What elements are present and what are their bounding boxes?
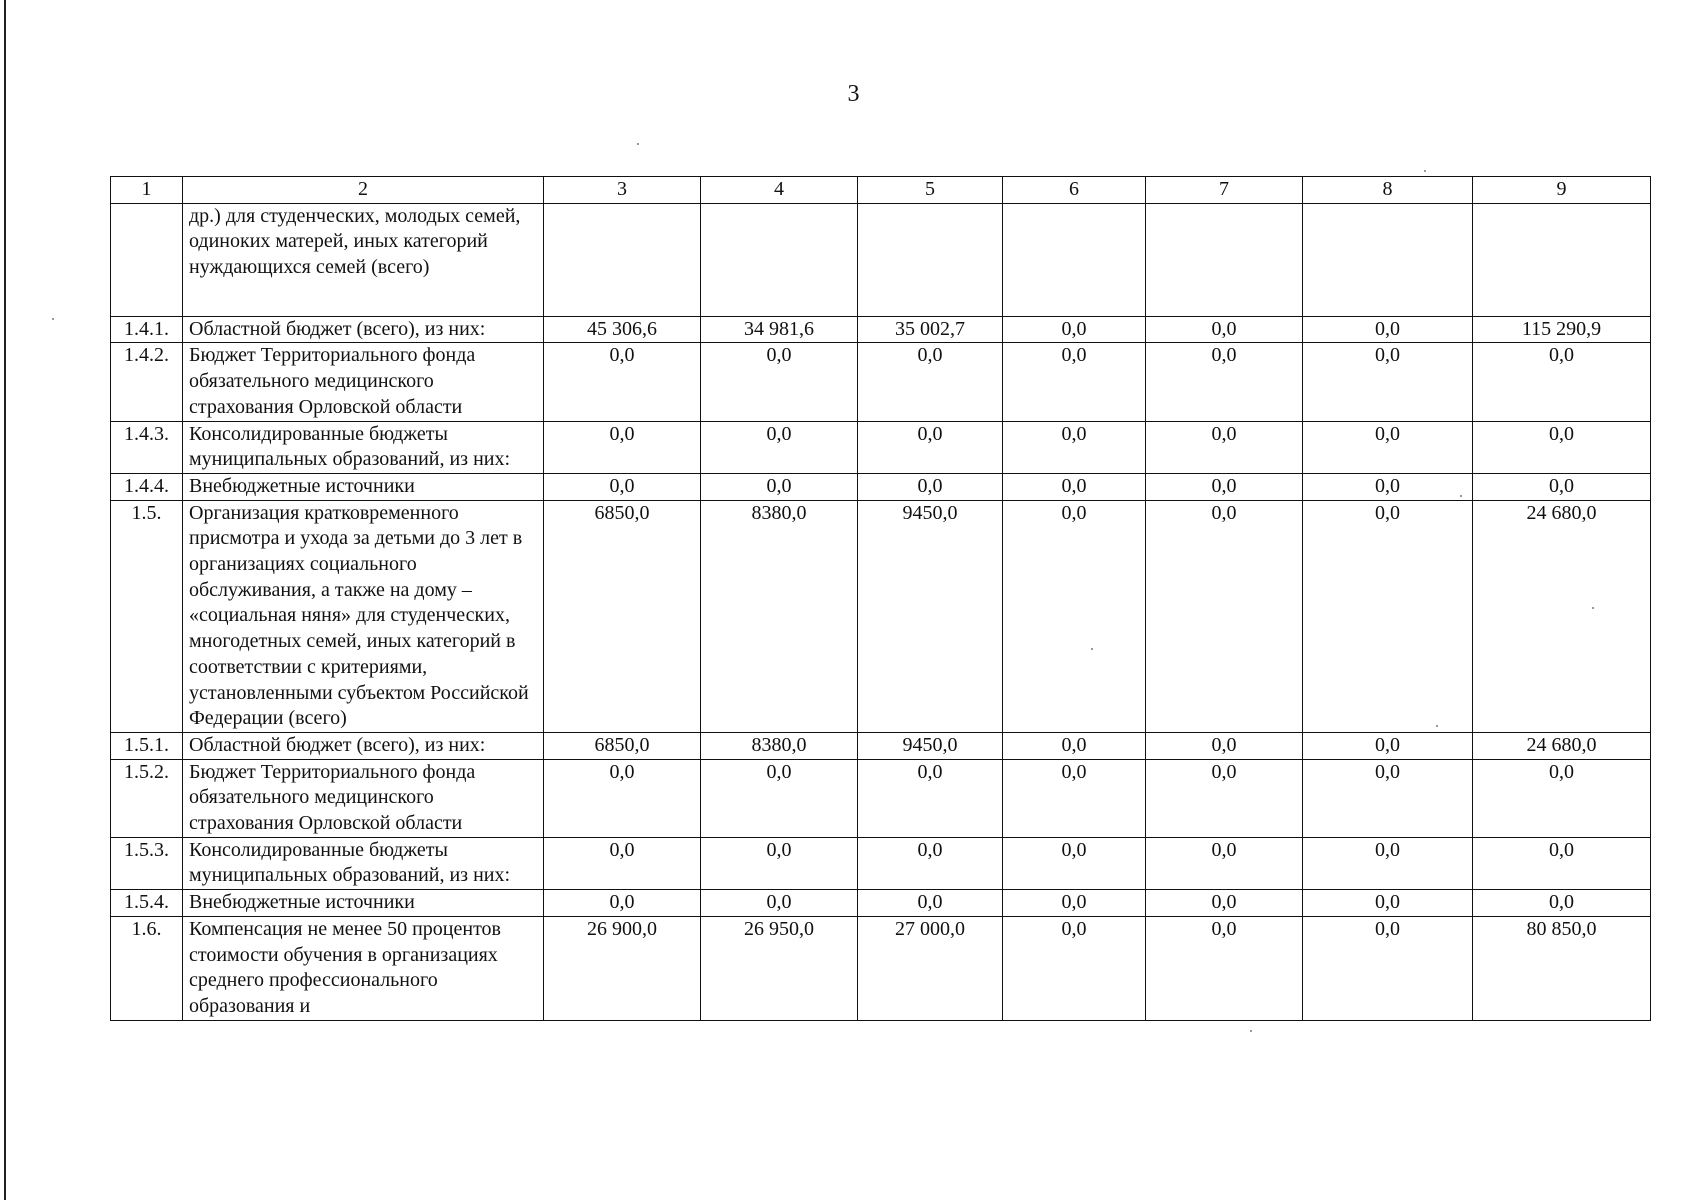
table-row bbox=[111, 421, 1651, 473]
value-cell: 0,0 bbox=[544, 759, 701, 837]
value-cell bbox=[544, 203, 701, 316]
value-cell: 0,0 bbox=[1003, 343, 1146, 421]
value-cell: 0,0 bbox=[1003, 916, 1146, 1020]
value-cell bbox=[1303, 203, 1473, 316]
table-row bbox=[111, 837, 1651, 889]
table-row bbox=[111, 500, 1651, 732]
value-cell: 0,0 bbox=[1146, 916, 1303, 1020]
value-cell bbox=[858, 203, 1003, 316]
value-cell: 0,0 bbox=[1303, 890, 1473, 917]
value-cell: 0,0 bbox=[1003, 421, 1146, 473]
value-cell: 0,0 bbox=[1003, 890, 1146, 917]
scan-speck bbox=[1424, 170, 1426, 172]
page-left-edge bbox=[4, 0, 6, 1200]
row-number-cell: 1.5.3. bbox=[111, 837, 183, 889]
budget-table bbox=[110, 176, 1651, 1021]
value-cell: 0,0 bbox=[1303, 732, 1473, 759]
value-cell: 0,0 bbox=[1146, 343, 1303, 421]
value-cell: 0,0 bbox=[1303, 316, 1473, 343]
value-cell: 26 950,0 bbox=[701, 916, 858, 1020]
column-header: 7 bbox=[1146, 177, 1303, 204]
row-number-cell bbox=[111, 203, 183, 316]
row-name-cell: Консолидированные бюджеты муниципальных образований, из них: bbox=[183, 837, 544, 889]
value-cell: 24 680,0 bbox=[1473, 732, 1651, 759]
scan-speck bbox=[1091, 648, 1093, 650]
value-cell bbox=[1473, 203, 1651, 316]
value-cell: 0,0 bbox=[1303, 759, 1473, 837]
value-cell: 0,0 bbox=[544, 421, 701, 473]
scan-speck bbox=[1592, 607, 1594, 609]
table-row bbox=[111, 890, 1651, 917]
row-name-cell: Бюджет Территориального фонда обязательного медицинского страхования Орловской области bbox=[183, 759, 544, 837]
row-name-cell: Бюджет Территориального фонда обязательного медицинского страхования Орловской области bbox=[183, 343, 544, 421]
value-cell: 0,0 bbox=[1473, 343, 1651, 421]
value-cell: 0,0 bbox=[701, 837, 858, 889]
table-row bbox=[111, 316, 1651, 343]
value-cell: 0,0 bbox=[701, 343, 858, 421]
value-cell: 0,0 bbox=[858, 890, 1003, 917]
value-cell: 6850,0 bbox=[544, 500, 701, 732]
column-header: 4 bbox=[701, 177, 858, 204]
value-cell: 0,0 bbox=[544, 837, 701, 889]
row-number-cell: 1.6. bbox=[111, 916, 183, 1020]
value-cell: 0,0 bbox=[1303, 837, 1473, 889]
value-cell: 0,0 bbox=[1003, 837, 1146, 889]
row-name-cell: Организация кратковременного присмотра и ухода за детьми до 3 лет в организациях социального обслуживания, а также на дому – «социальная няня» для студенческих, многодетных семей, иных категорий в соответствии с критериями, установленными субъектом Российской Федерации (всего) bbox=[183, 500, 544, 732]
value-cell: 0,0 bbox=[1473, 473, 1651, 500]
value-cell: 0,0 bbox=[1003, 732, 1146, 759]
page-number: 3 bbox=[847, 81, 860, 107]
value-cell: 0,0 bbox=[1146, 500, 1303, 732]
value-cell: 9450,0 bbox=[858, 500, 1003, 732]
scan-speck bbox=[637, 143, 639, 145]
value-cell: 0,0 bbox=[1303, 421, 1473, 473]
value-cell: 0,0 bbox=[1146, 421, 1303, 473]
value-cell: 0,0 bbox=[858, 343, 1003, 421]
scan-speck bbox=[52, 318, 54, 320]
value-cell: 0,0 bbox=[1146, 316, 1303, 343]
row-name-cell: Консолидированные бюджеты муниципальных образований, из них: bbox=[183, 421, 544, 473]
row-name-cell: Областной бюджет (всего), из них: bbox=[183, 732, 544, 759]
value-cell: 0,0 bbox=[1003, 759, 1146, 837]
value-cell: 8380,0 bbox=[701, 732, 858, 759]
row-name-cell: Внебюджетные источники bbox=[183, 473, 544, 500]
scan-speck bbox=[1250, 1030, 1252, 1032]
row-number-cell: 1.5.4. bbox=[111, 890, 183, 917]
value-cell: 0,0 bbox=[544, 473, 701, 500]
value-cell: 0,0 bbox=[1003, 473, 1146, 500]
value-cell: 0,0 bbox=[858, 759, 1003, 837]
value-cell: 115 290,9 bbox=[1473, 316, 1651, 343]
value-cell: 0,0 bbox=[1303, 500, 1473, 732]
value-cell: 0,0 bbox=[1146, 759, 1303, 837]
value-cell bbox=[1003, 203, 1146, 316]
value-cell: 0,0 bbox=[544, 890, 701, 917]
scan-speck bbox=[1436, 725, 1438, 727]
column-header: 2 bbox=[183, 177, 544, 204]
value-cell: 6850,0 bbox=[544, 732, 701, 759]
value-cell: 9450,0 bbox=[858, 732, 1003, 759]
column-header: 5 bbox=[858, 177, 1003, 204]
value-cell: 0,0 bbox=[858, 837, 1003, 889]
row-number-cell: 1.4.4. bbox=[111, 473, 183, 500]
value-cell: 0,0 bbox=[1303, 343, 1473, 421]
table-row bbox=[111, 203, 1651, 316]
value-cell: 0,0 bbox=[1303, 473, 1473, 500]
row-number-cell: 1.4.2. bbox=[111, 343, 183, 421]
value-cell: 80 850,0 bbox=[1473, 916, 1651, 1020]
column-header: 3 bbox=[544, 177, 701, 204]
column-header: 1 bbox=[111, 177, 183, 204]
value-cell: 34 981,6 bbox=[701, 316, 858, 343]
row-number-cell: 1.5. bbox=[111, 500, 183, 732]
value-cell: 0,0 bbox=[701, 759, 858, 837]
value-cell: 8380,0 bbox=[701, 500, 858, 732]
value-cell: 45 306,6 bbox=[544, 316, 701, 343]
value-cell: 0,0 bbox=[1146, 890, 1303, 917]
value-cell: 0,0 bbox=[858, 473, 1003, 500]
row-number-cell: 1.5.2. bbox=[111, 759, 183, 837]
column-header: 9 bbox=[1473, 177, 1651, 204]
row-name-cell: др.) для студенческих, молодых семей, одиноких матерей, иных категорий нуждающихся семей (всего) bbox=[183, 203, 544, 316]
value-cell: 27 000,0 bbox=[858, 916, 1003, 1020]
table-row bbox=[111, 732, 1651, 759]
value-cell bbox=[701, 203, 858, 316]
value-cell: 0,0 bbox=[1473, 837, 1651, 889]
row-number-cell: 1.4.3. bbox=[111, 421, 183, 473]
value-cell: 0,0 bbox=[701, 421, 858, 473]
row-name-cell: Компенсация не менее 50 процентов стоимости обучения в организациях среднего профессионального образования и bbox=[183, 916, 544, 1020]
value-cell: 0,0 bbox=[701, 473, 858, 500]
row-number-cell: 1.5.1. bbox=[111, 732, 183, 759]
value-cell: 35 002,7 bbox=[858, 316, 1003, 343]
value-cell: 0,0 bbox=[1303, 916, 1473, 1020]
table-row bbox=[111, 473, 1651, 500]
value-cell: 0,0 bbox=[858, 421, 1003, 473]
column-header: 8 bbox=[1303, 177, 1473, 204]
row-name-cell: Внебюджетные источники bbox=[183, 890, 544, 917]
value-cell: 0,0 bbox=[1473, 421, 1651, 473]
value-cell: 0,0 bbox=[1003, 316, 1146, 343]
value-cell: 0,0 bbox=[1473, 890, 1651, 917]
row-name-cell: Областной бюджет (всего), из них: bbox=[183, 316, 544, 343]
value-cell: 0,0 bbox=[1146, 732, 1303, 759]
value-cell: 0,0 bbox=[1146, 473, 1303, 500]
value-cell: 0,0 bbox=[701, 890, 858, 917]
value-cell: 0,0 bbox=[1003, 500, 1146, 732]
column-header: 6 bbox=[1003, 177, 1146, 204]
table-header-row bbox=[111, 177, 1651, 204]
value-cell: 0,0 bbox=[1473, 759, 1651, 837]
table-row bbox=[111, 916, 1651, 1020]
value-cell bbox=[1146, 203, 1303, 316]
value-cell: 0,0 bbox=[544, 343, 701, 421]
value-cell: 0,0 bbox=[1146, 837, 1303, 889]
table-row bbox=[111, 343, 1651, 421]
value-cell: 26 900,0 bbox=[544, 916, 701, 1020]
scan-speck bbox=[1460, 495, 1462, 497]
value-cell: 24 680,0 bbox=[1473, 500, 1651, 732]
row-number-cell: 1.4.1. bbox=[111, 316, 183, 343]
table-row bbox=[111, 759, 1651, 837]
